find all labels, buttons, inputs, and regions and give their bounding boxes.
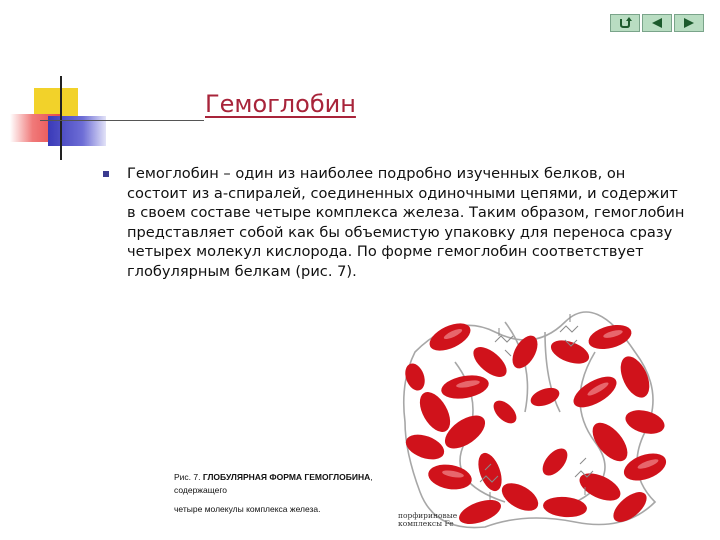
figure-label: порфириновые комплексы Fe — [398, 511, 458, 528]
return-button[interactable] — [610, 14, 640, 32]
triangle-left-icon — [650, 17, 664, 29]
decor-vertical-line — [60, 76, 62, 160]
previous-slide-button[interactable] — [642, 14, 672, 32]
next-slide-button[interactable] — [674, 14, 704, 32]
slide-title: Гемоглобин — [205, 90, 356, 118]
figure-caption — [174, 471, 374, 516]
caption-prefix: Рис. 7. — [174, 472, 201, 482]
return-icon — [618, 17, 632, 29]
triangle-right-icon — [682, 17, 696, 29]
body-paragraph: Гемоглобин – один из наиболее подробно изученных белков, он состоит из a-спиралей, соединенных одиночными цепями, и содержит в своем составе четыре комплекса железа. Таким образом, гемоглобин представляет собой как бы объемистую упаковку для переноса сразу четырех молекул кислорода. По форме гемоглобин соответствует глобулярным белкам (рис. 7). — [127, 165, 685, 280]
hemoglobin-image — [395, 292, 673, 538]
caption-bold: ГЛОБУЛЯРНАЯ ФОРМА ГЕМОГЛОБИНА — [202, 472, 371, 482]
decor-horizontal-line — [40, 120, 204, 121]
caption-rest: , содержащего — [174, 472, 373, 495]
caption-line3: четыре молекулы комплекса железа. — [174, 504, 321, 514]
bullet-icon — [103, 171, 109, 177]
